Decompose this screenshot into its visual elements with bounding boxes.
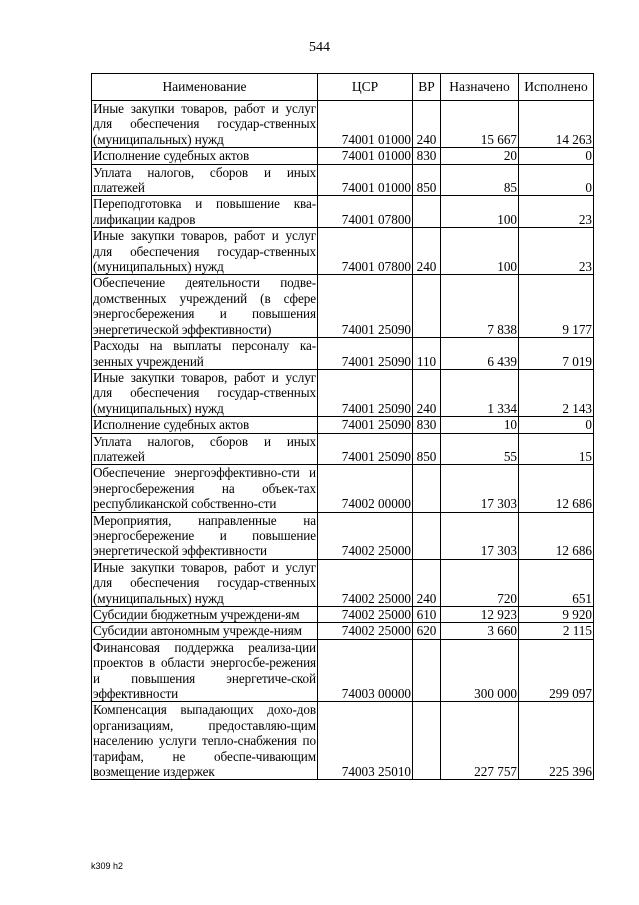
row-csr: 74002 25000 [318,559,413,606]
row-vr: 610 [413,607,441,623]
row-assigned: 10 [441,417,519,433]
header-assigned: Назначено [441,74,519,101]
row-vr: 850 [413,433,441,465]
table-row [92,623,594,639]
row-csr: 74001 25090 [318,369,413,416]
row-vr [413,512,441,559]
row-assigned: 17 303 [441,465,519,512]
row-csr: 74001 01000 [318,148,413,164]
row-name: Субсидии автономным учрежде-ниям [92,623,318,639]
row-executed: 0 [519,164,594,196]
row-csr: 74001 01000 [318,101,413,148]
row-vr: 110 [413,338,441,370]
row-executed: 0 [519,417,594,433]
row-assigned: 100 [441,228,519,275]
row-csr: 74002 25000 [318,607,413,623]
row-name: Иные закупки товаров, работ и услуг для обеспечения государ-ственных (муниципальных) нужд [93,228,316,275]
row-name: Обеспечение энергоэффективно-сти и энергосбережения на объек-тах республиканской собственно-сти [93,465,316,512]
row-csr: 74001 07800 [318,228,413,275]
row-vr: 240 [413,369,441,416]
row-vr: 240 [413,228,441,275]
row-assigned: 12 923 [441,607,519,623]
table-row [92,338,594,370]
row-executed: 2 115 [519,623,594,639]
row-executed: 14 263 [519,101,594,148]
row-name: Исполнение судебных актов [92,417,318,433]
row-csr: 74002 25000 [318,623,413,639]
row-name: Иные закупки товаров, работ и услуг для обеспечения государ-ственных (муниципальных) нужд [93,369,316,416]
row-vr [413,275,441,338]
table-row [92,369,594,416]
row-executed: 12 686 [519,512,594,559]
row-name: Расходы на выплаты персоналу ка-зенных учреждений [93,338,316,369]
row-vr: 850 [413,164,441,196]
row-assigned: 720 [441,559,519,606]
row-vr: 240 [413,559,441,606]
row-executed: 9 177 [519,275,594,338]
row-executed: 2 143 [519,369,594,416]
row-name: Мероприятия, направленные на энергосбережение и повышение энергетической эффективности [93,512,316,559]
row-assigned: 227 757 [441,702,519,780]
row-name: Субсидии бюджетным учреждени-ям [92,607,318,623]
row-csr: 74001 25090 [318,275,413,338]
table-row [92,228,594,275]
row-assigned: 7 838 [441,275,519,338]
table-row [92,607,594,623]
row-executed: 225 396 [519,702,594,780]
row-name: Переподготовка и повышение ква-лификации кадров [93,196,316,227]
row-name: Исполнение судебных актов [92,148,318,164]
row-executed: 0 [519,148,594,164]
budget-table [91,73,594,780]
row-executed: 651 [519,559,594,606]
table-row [92,164,594,196]
table-row [92,275,594,338]
row-assigned: 1 334 [441,369,519,416]
row-csr: 74001 25090 [318,338,413,370]
header-name: Наименование [92,74,318,101]
row-assigned: 300 000 [441,639,519,702]
table-row [92,702,594,780]
row-executed: 23 [519,196,594,228]
row-assigned: 3 660 [441,623,519,639]
row-assigned: 20 [441,148,519,164]
page-number: 544 [309,40,330,55]
table-row [92,101,594,148]
row-vr: 240 [413,101,441,148]
row-executed: 12 686 [519,465,594,512]
footer-code: k309 h2 [91,861,124,871]
table-row [92,417,594,433]
row-executed: 7 019 [519,338,594,370]
table-row [92,639,594,702]
row-assigned: 15 667 [441,101,519,148]
row-csr: 74002 00000 [318,465,413,512]
table-row [92,433,594,465]
table-header-row [92,74,594,101]
row-executed: 9 920 [519,607,594,623]
row-name: Уплата налогов, сборов и иных платежей [93,433,316,464]
row-csr: 74003 25010 [318,702,413,780]
row-executed: 299 097 [519,639,594,702]
row-vr [413,639,441,702]
row-name: Компенсация выпадающих дохо-дов организациям, предоставляю-щим населению услуги тепло-снабжения по тарифам, не обеспе-чивающим возмещение издержек [93,702,316,780]
row-assigned: 85 [441,164,519,196]
row-executed: 15 [519,433,594,465]
header-csr: ЦСР [318,74,413,101]
row-csr: 74001 07800 [318,196,413,228]
table-row [92,465,594,512]
row-vr [413,196,441,228]
header-executed: Исполнено [519,74,594,101]
row-vr [413,465,441,512]
row-name: Иные закупки товаров, работ и услуг для обеспечения государ-ственных (муниципальных) нужд [93,101,316,147]
row-name: Иные закупки товаров, работ и услуг для обеспечения государ-ственных (муниципальных) нужд [93,559,316,606]
header-vr: ВР [413,74,441,101]
row-csr: 74001 25090 [318,417,413,433]
row-name: Финансовая поддержка реализа-ции проектов в области энергосбе-режения и повышения энергетиче-ской эффективности [93,639,316,702]
row-assigned: 17 303 [441,512,519,559]
row-assigned: 6 439 [441,338,519,370]
row-name: Обеспечение деятельности подве-домственных учреждений (в сфере энергосбережения и повышения энергетической эффективности) [93,275,316,337]
row-csr: 74003 00000 [318,639,413,702]
table-row [92,196,594,228]
table-row [92,148,594,164]
row-assigned: 100 [441,196,519,228]
row-vr: 620 [413,623,441,639]
row-assigned: 55 [441,433,519,465]
row-vr [413,702,441,780]
row-csr: 74001 25090 [318,433,413,465]
row-csr: 74002 25000 [318,512,413,559]
row-vr: 830 [413,148,441,164]
table-row [92,512,594,559]
row-csr: 74001 01000 [318,164,413,196]
row-vr: 830 [413,417,441,433]
row-name: Уплата налогов, сборов и иных платежей [93,164,316,196]
row-executed: 23 [519,228,594,275]
table-row [92,559,594,606]
